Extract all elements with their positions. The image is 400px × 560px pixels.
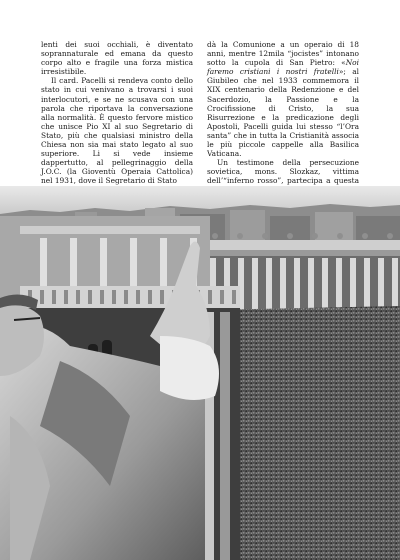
paragraph xyxy=(207,40,359,158)
photo-illustration xyxy=(0,186,400,560)
paragraph: Il card. Pacelli si rendeva conto dello stato in cui venivano a trovarsi i suoi interlocutori, e se ne scusava con una parola che riportava la conversazione alla normalità. È questo fervore mistico che unisce Pio XI al suo Segretario di Stato, più che qualsiasi ministro della Chiesa non sia mai stato legato al suo superiore. Li si vede insieme dappertutto, al pellegrinaggio della J.O.C. (la Gioventù Operaia Cattolica) nel 1931, dove il Segretario di Stato xyxy=(41,76,193,186)
quotation-italic: Noi faremo cristiani i nostri fratelli xyxy=(207,58,359,77)
paragraph: Un testimone della persecuzione sovietica, mons. Slozkaz, vittima dell’“inferno rosso”, partecipa a questa xyxy=(207,158,359,186)
text-run: dà la Comunione a un operaio di 18 anni, mentre 12mila “jocistes” intonano sotto la cupola di San Pietro: « xyxy=(207,40,359,68)
text-column-left xyxy=(41,40,193,186)
text-column-right xyxy=(207,40,359,186)
article-text xyxy=(41,40,359,186)
text-run: »; al Giubileo che nel 1933 commemora il XIX centenario della Redenzione e del Sacerdozio, la Passione e la Crocifissione di Cristo, la sua Risurrezione e la predicazione degli Apostoli, Pacelli guida lui stesso “l’Ora santa” che in tutta la Cristianità associa le più piccole cappelle alla Basilica Vaticana. xyxy=(207,67,359,159)
photo-pope-blessing-crowd xyxy=(0,186,400,560)
paragraph: lenti dei suoi occhiali, è diventato soprannaturale ed emana da questo corpo alto e fragile una forza mistica irresistibile. xyxy=(41,40,193,77)
